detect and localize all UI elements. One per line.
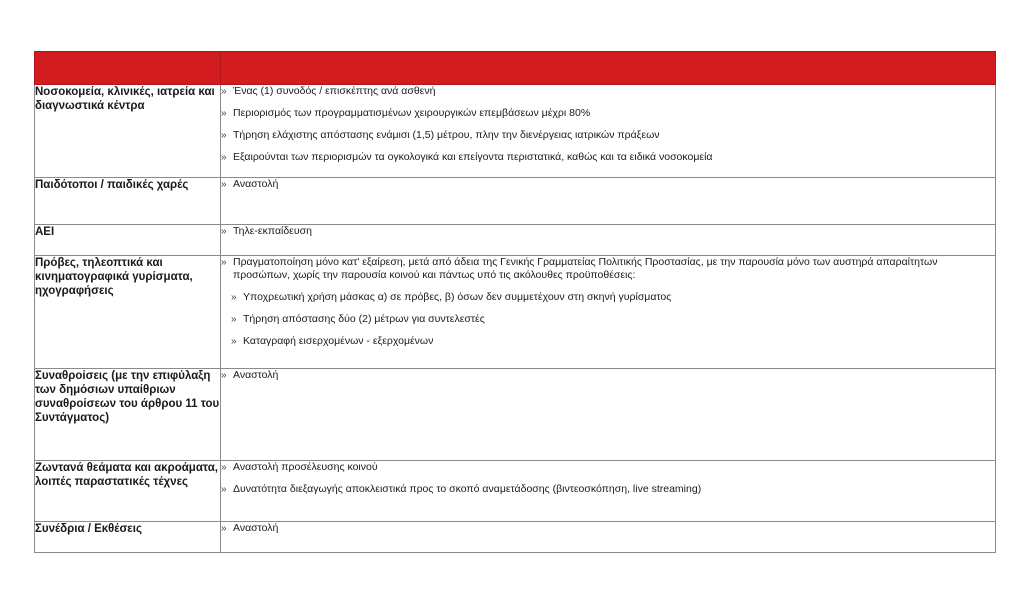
list-item (221, 369, 995, 382)
measure-text: Πραγματοποίηση μόνο κατ' εξαίρεση, μετά από άδεια της Γενικής Γραμματείας Πολιτικής Προστασίας, με την παρουσία μόνο των αυστηρά απαραίτητων προσώπων, χωρίς την παρουσία κοινού και πάντως υπό τις ακόλουθες προϋποθέσεις: (233, 256, 938, 281)
measure-text: Εξαιρούνται των περιορισμών τα ογκολογικά και επείγοντα περιστατικά, καθώς και τα ειδικά νοσοκομεία (233, 151, 713, 163)
bullet-icon: » (221, 257, 227, 268)
category-cell: Νοσοκομεία, κλινικές, ιατρεία και διαγνωστικά κέντρα (35, 85, 221, 178)
header-cell-measures (221, 52, 996, 85)
measures-cell (221, 178, 996, 225)
measure-text: Αναστολή (233, 178, 279, 190)
table-row (35, 369, 996, 461)
measures-cell (221, 369, 996, 461)
list-item (221, 522, 995, 535)
measures-cell (221, 85, 996, 178)
bullet-icon: » (221, 226, 227, 237)
list-item (221, 107, 995, 120)
bullet-icon: » (221, 462, 227, 473)
table-row (35, 178, 996, 225)
measure-text: Υποχρεωτική χρήση μάσκας α) σε πρόβες, β) όσων δεν συμμετέχουν στη σκηνή γυρίσματος (243, 291, 672, 303)
list-item (221, 151, 995, 164)
measure-text: Αναστολή (233, 522, 279, 534)
list-item (221, 461, 995, 474)
measure-text: Τήρηση απόστασης δύο (2) μέτρων για συντελεστές (243, 313, 485, 325)
measures-table (34, 51, 996, 553)
bullet-icon: » (221, 484, 227, 495)
sub-list-item (221, 335, 995, 348)
measure-text: Τηλε-εκπαίδευση (233, 225, 312, 237)
table-header-row (35, 52, 996, 85)
header-cell-category (35, 52, 221, 85)
measures-cell (221, 461, 996, 522)
category-cell: Συνέδρια / Εκθέσεις (35, 522, 221, 553)
measures-cell (221, 522, 996, 553)
measure-text: Τήρηση ελάχιστης απόστασης ενάμισι (1,5) μέτρου, πλην την διενέργειας ιατρικών πράξεων (233, 129, 660, 141)
table-row (35, 522, 996, 553)
measures-cell (221, 256, 996, 369)
sub-list-item (221, 313, 995, 326)
sub-list-item (221, 291, 995, 304)
category-cell: ΑΕΙ (35, 225, 221, 256)
measures-cell (221, 225, 996, 256)
bullet-icon: » (221, 523, 227, 534)
list-item (221, 225, 995, 238)
table-row (35, 461, 996, 522)
category-cell: Ζωντανά θεάματα και ακροάματα, λοιπές παραστατικές τέχνες (35, 461, 221, 522)
table-row (35, 225, 996, 256)
list-item (221, 256, 995, 282)
bullet-icon: » (231, 336, 237, 347)
bullet-icon: » (221, 370, 227, 381)
bullet-icon: » (221, 86, 227, 97)
category-cell: Πρόβες, τηλεοπτικά και κινηματογραφικά γυρίσματα, ηχογραφήσεις (35, 256, 221, 369)
table-row (35, 85, 996, 178)
list-item (221, 483, 995, 496)
bullet-icon: » (221, 152, 227, 163)
category-cell: Παιδότοποι / παιδικές χαρές (35, 178, 221, 225)
bullet-icon: » (231, 292, 237, 303)
bullet-icon: » (221, 108, 227, 119)
list-item (221, 85, 995, 98)
table-row (35, 256, 996, 369)
list-item (221, 178, 995, 191)
measure-text: Αναστολή (233, 369, 279, 381)
measure-text: Καταγραφή εισερχομένων - εξερχομένων (243, 335, 434, 347)
category-cell: Συναθροίσεις (με την επιφύλαξη των δημόσιων υπαίθριων συναθροίσεων του άρθρου 11 του Συντάγματος) (35, 369, 221, 461)
measure-text: Δυνατότητα διεξαγωγής αποκλειστικά προς το σκοπό αναμετάδοσης (βιντεοσκόπηση, live streaming) (233, 483, 702, 495)
bullet-icon: » (231, 314, 237, 325)
measure-text: Αναστολή προσέλευσης κοινού (233, 461, 378, 473)
list-item (221, 129, 995, 142)
measure-text: Περιορισμός των προγραμματισμένων χειρουργικών επεμβάσεων μέχρι 80% (233, 107, 591, 119)
measure-text: Ένας (1) συνοδός / επισκέπτης ανά ασθενή (233, 85, 436, 97)
bullet-icon: » (221, 179, 227, 190)
bullet-icon: » (221, 130, 227, 141)
